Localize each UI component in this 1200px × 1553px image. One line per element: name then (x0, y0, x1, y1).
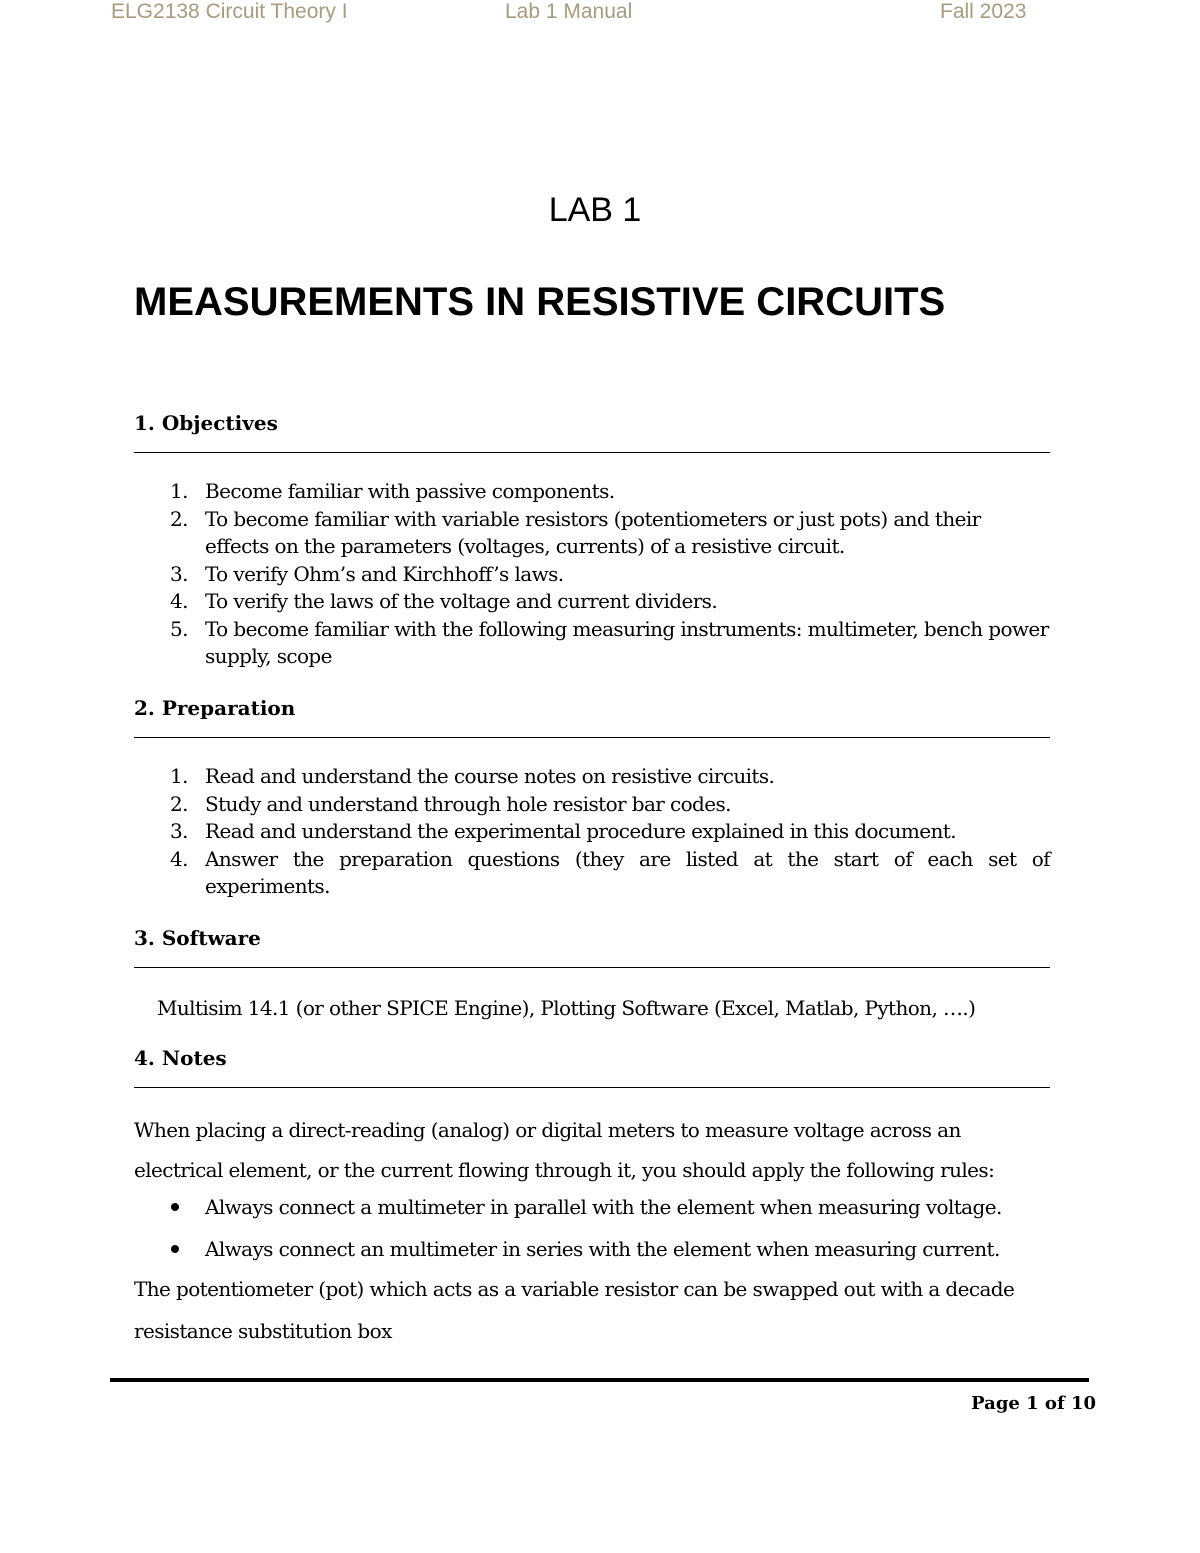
footer-rule (110, 1378, 1089, 1382)
main-title: MEASUREMENTS IN RESISTIVE CIRCUITS (134, 280, 946, 324)
list-item: 2. Study and understand through hole resistor bar codes. (170, 791, 731, 816)
notes-rule (134, 1087, 1050, 1088)
preparation-list (134, 763, 1050, 901)
header-course: ELG2138 Circuit Theory I (111, 0, 348, 23)
lab-title: LAB 1 (548, 191, 642, 229)
software-rule (134, 967, 1050, 968)
list-item: 1. Become familiar with passive components. (170, 479, 615, 503)
objectives-list (134, 478, 1050, 671)
header-term: Fall 2023 (940, 0, 1027, 23)
software-text: Multisim 14.1 (or other SPICE Engine), Plotting Software (Excel, Matlab, Python, ….) (157, 996, 976, 1020)
notes-intro: When placing a direct-reading (analog) or digital meters to measure voltage across an electrical element, or the current flowing through it, you should apply the following rules: (134, 1118, 995, 1182)
notes-heading: 4. Notes (134, 1046, 227, 1070)
software-heading: 3. Software (134, 926, 261, 950)
list-item: 1. Read and understand the course notes on resistive circuits. (170, 764, 775, 788)
notes-outro: The potentiometer (pot) which acts as a variable resistor can be swapped out with a decade resistance substitution box (134, 1277, 1015, 1343)
list-item: 5. To become familiar with the following measuring instruments: multimeter, bench power supply, scope (170, 616, 1049, 668)
preparation-heading: 2. Preparation (134, 696, 296, 720)
bullet-icon (171, 1245, 179, 1253)
list-item: 3. To verify Ohm’s and Kirchhoff’s laws. (170, 561, 564, 586)
header-manual: Lab 1 Manual (505, 0, 633, 23)
objectives-heading: 1. Objectives (134, 411, 278, 435)
preparation-rule (134, 737, 1050, 738)
bullet-icon (171, 1203, 179, 1211)
list-item: 2. To become familiar with variable resistors (potentiometers or just pots) and their effects on the parameters (voltages, currents) of a resistive circuit. (170, 506, 981, 558)
list-item: 3. Read and understand the experimental procedure explained in this document. (170, 819, 956, 843)
objectives-rule (134, 452, 1050, 453)
list-item: 4. To verify the laws of the voltage and current dividers. (170, 589, 718, 613)
document-page: ELG2138 Circuit Theory I Lab 1 Manual Fall 2023 LAB 1 MEASUREMENTS IN RESISTIVE CIRCUITS 1. Objectives 1. Become familiar with passive components. 2. To become familiar with variable resistors (potentiometers or just pots) and their effects on the parameters (voltages, currents) of a resistive circuit. 3. To verify Ohm’s and Kirchhoff’s laws. 4. To verify the laws of the voltage and current dividers. 5. To become familiar with the following measuring instruments: multimeter, bench power supply, scope 2. Preparation 1. Read and understand the course notes on resistive circuits. 2. Study and understand through hole resistor bar codes. 3. Read and understand the experimental procedure explained in this document. 4. Answer the preparation questions (they are listed at the start of each set of experiments. 3. Software Multisim 14.1 (or other SPICE Engine), Plotting Software (Excel, Matlab, Python, ….) 4. Notes When placing a direct-reading (analog) or digital meters to measure voltage across an electrical element, or the current flowing through it, you should apply the following rules: Always connect a multimeter in parallel with the element when measuring voltage. Always connect an multimeter in series with the element when measuring current. The potentiometer (pot) which acts as a variable resistor can be swapped out with a decade resistance substitution box Page 1 of 10 (0, 0, 1200, 1553)
page-number: Page 1 of 10 (971, 1393, 1096, 1414)
list-item: 4. Answer the preparation questions (they are listed at the start of each set of experiments. (170, 846, 1050, 898)
